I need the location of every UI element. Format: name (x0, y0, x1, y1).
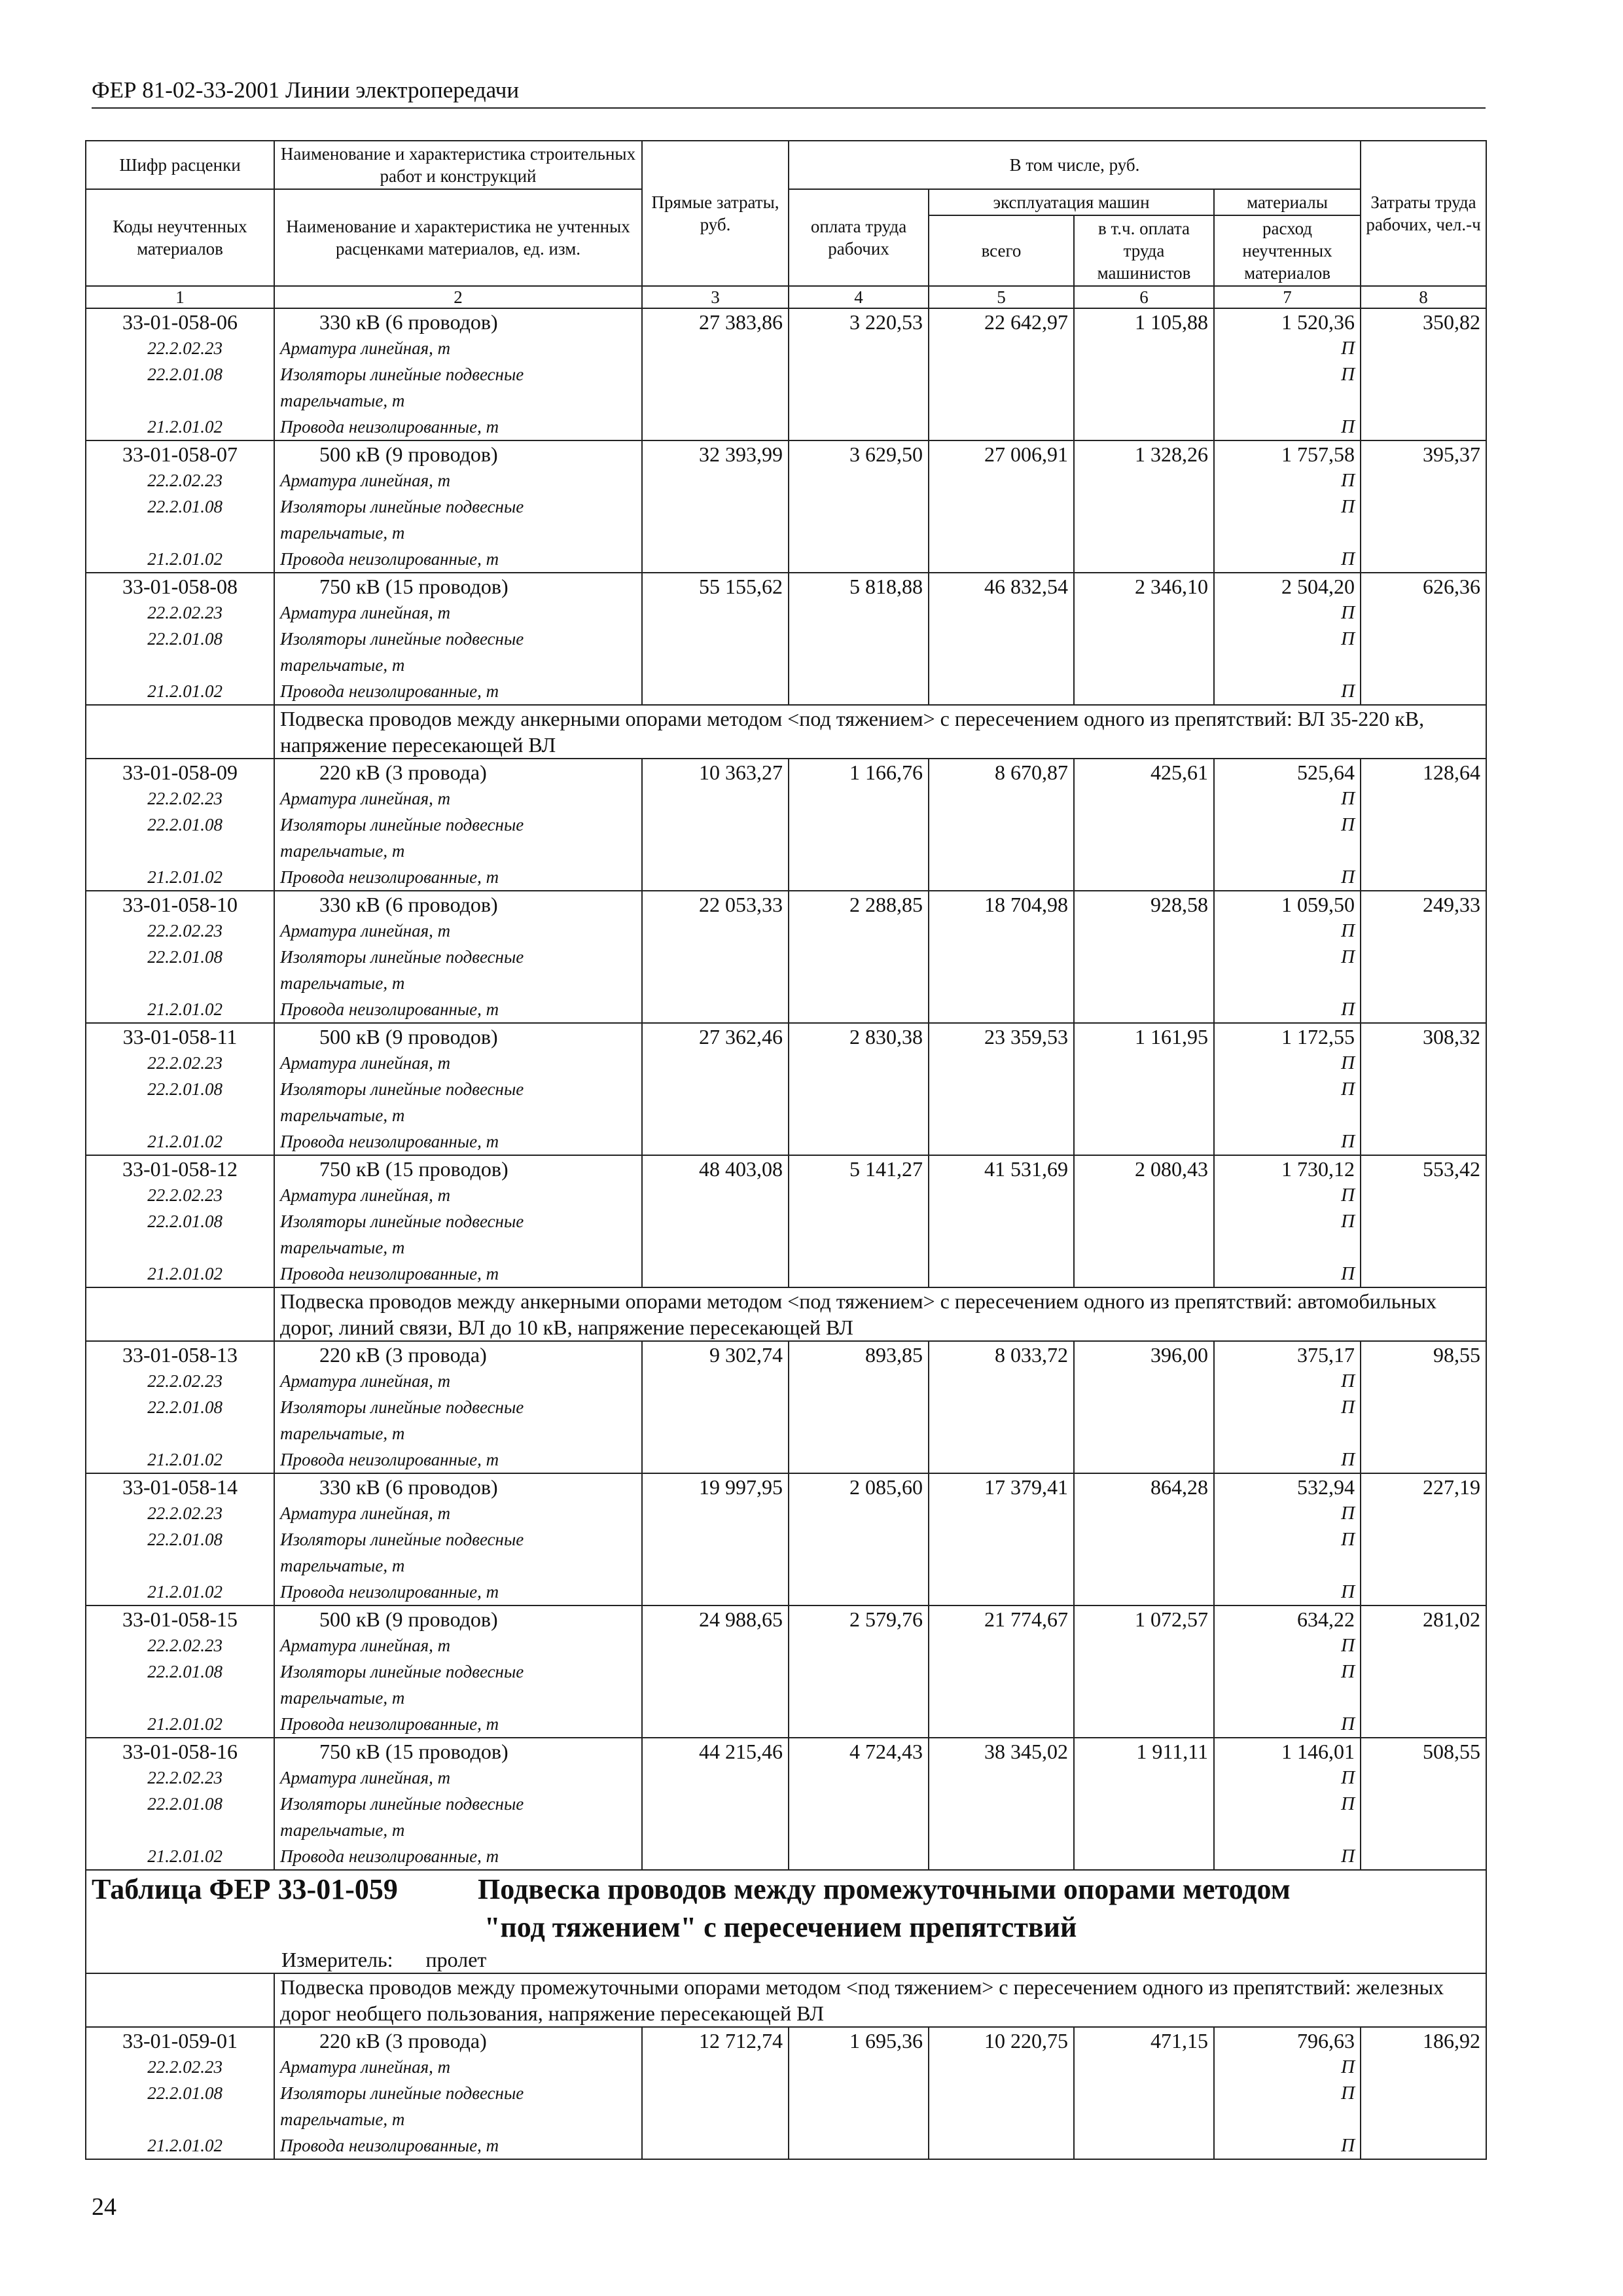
col-materials-sub-header: расход неучтенных материалов (1214, 215, 1361, 286)
material-name: Арматура линейная, т (280, 789, 451, 808)
col-number: 8 (1361, 286, 1486, 308)
material-name: Провода неизолированные, т (280, 1132, 499, 1151)
wages-cost: 4 724,43 (789, 1738, 929, 1870)
col-labor-header: Затраты труда рабочих, чел.-ч (1361, 141, 1486, 286)
rate-row (86, 1605, 1486, 1738)
machines-wages-cost: 2 346,10 (1074, 573, 1214, 705)
material-name: Изоляторы линейные подвесные (280, 1530, 524, 1549)
materials-mark: П (1341, 1211, 1355, 1232)
labor-cost: 186,92 (1361, 2027, 1486, 2159)
material-code: 22.2.01.08 (147, 947, 223, 967)
machines-wages-cost: 425,61 (1074, 759, 1214, 891)
work-title: 750 кВ (15 проводов) (319, 1740, 508, 1763)
material-code: 21.2.01.02 (147, 2136, 223, 2155)
rate-code: 33-01-059-01 (122, 2029, 238, 2053)
work-title: 330 кВ (6 проводов) (319, 893, 498, 916)
col-number: 7 (1214, 286, 1361, 308)
materials-mark: П (1341, 920, 1355, 941)
material-code: 22.2.02.23 (147, 1371, 223, 1391)
material-code: 22.2.02.23 (147, 1185, 223, 1205)
material-name: Провода неизолированные, т (280, 2136, 499, 2155)
material-code: 22.2.01.08 (147, 1211, 223, 1231)
rate-row (86, 891, 1486, 1023)
material-code: 22.2.01.08 (147, 815, 223, 834)
work-title: 750 кВ (15 проводов) (319, 1157, 508, 1181)
rate-row (86, 759, 1486, 891)
material-code: 21.2.01.02 (147, 1264, 223, 1283)
section-row (86, 1973, 1486, 2027)
material-code: 21.2.01.02 (147, 1132, 223, 1151)
material-code: 21.2.01.02 (147, 417, 223, 437)
material-name: Арматура линейная, т (280, 1053, 451, 1073)
materials-cost: 532,94 (1297, 1475, 1355, 1499)
machines-wages-cost: 1 105,88 (1074, 308, 1214, 440)
materials-cost: 525,64 (1297, 761, 1355, 784)
materials-cost: 796,63 (1297, 2029, 1355, 2053)
materials-mark: П (1341, 1529, 1355, 1550)
materials-mark: П (1341, 2135, 1355, 2156)
section-row (86, 705, 1486, 759)
labor-cost: 227,19 (1361, 1473, 1486, 1605)
direct-cost: 22 053,33 (642, 891, 789, 1023)
labor-cost: 281,02 (1361, 1605, 1486, 1738)
materials-mark: П (1341, 1263, 1355, 1284)
material-code: 22.2.01.08 (147, 2083, 223, 2103)
material-code: 21.2.01.02 (147, 1846, 223, 1866)
table-title (92, 1871, 1480, 1946)
material-name: Изоляторы линейные подвесные (280, 1794, 524, 1814)
machines-cost: 17 379,41 (929, 1473, 1074, 1605)
material-code: 22.2.02.23 (147, 1503, 223, 1523)
materials-mark: П (1341, 628, 1355, 649)
direct-cost: 27 362,46 (642, 1023, 789, 1155)
rate-row (86, 1473, 1486, 1605)
material-code: 22.2.02.23 (147, 603, 223, 622)
materials-cost: 2 504,20 (1281, 575, 1355, 598)
material-name: Изоляторы линейные подвесные (280, 497, 524, 516)
meter-line (92, 1946, 1480, 1973)
material-name: Изоляторы линейные подвесные (280, 1397, 524, 1417)
column-numbers-row (86, 286, 1486, 308)
rate-row (86, 1341, 1486, 1473)
meter-label: Измеритель: (281, 1948, 393, 1971)
machines-wages-cost: 928,58 (1074, 891, 1214, 1023)
direct-cost: 24 988,65 (642, 1605, 789, 1738)
material-name: тарельчатые, т (280, 1424, 405, 1443)
material-code: 22.2.01.08 (147, 497, 223, 516)
machines-wages-cost: 396,00 (1074, 1341, 1214, 1473)
materials-mark: П (1341, 1052, 1355, 1073)
materials-mark: П (1341, 470, 1355, 491)
col-name-header: Наименование и характеристика строительных работ и конструкций (274, 141, 642, 189)
materials-cost: 1 520,36 (1281, 310, 1355, 334)
labor-cost: 98,55 (1361, 1341, 1486, 1473)
direct-cost: 9 302,74 (642, 1341, 789, 1473)
col-number: 6 (1074, 286, 1214, 308)
col-code-sub-header: Коды неучтенных материалов (86, 189, 274, 286)
material-code: 22.2.01.08 (147, 1794, 223, 1814)
section-text: Подвеска проводов между анкерными опорами методом <под тяжением> с пересечением одного из препятствий: ВЛ 35-220 кВ, напряжение пересекающей ВЛ (274, 705, 1486, 759)
rate-row (86, 2027, 1486, 2159)
work-title: 220 кВ (3 провода) (319, 761, 487, 784)
material-name: Изоляторы линейные подвесные (280, 365, 524, 384)
machines-cost: 8 670,87 (929, 759, 1074, 891)
direct-cost: 48 403,08 (642, 1155, 789, 1287)
materials-mark: П (1341, 1581, 1355, 1602)
labor-cost: 308,32 (1361, 1023, 1486, 1155)
materials-mark: П (1341, 1079, 1355, 1100)
materials-mark: П (1341, 496, 1355, 517)
machines-wages-cost: 471,15 (1074, 2027, 1214, 2159)
work-title: 500 кВ (9 проводов) (319, 1025, 498, 1049)
material-name: Арматура линейная, т (280, 471, 451, 490)
material-name: Провода неизолированные, т (280, 1450, 499, 1469)
material-name: Провода неизолированные, т (280, 1846, 499, 1866)
rate-code: 33-01-058-16 (122, 1740, 238, 1763)
wages-cost: 893,85 (789, 1341, 929, 1473)
material-code: 22.2.02.23 (147, 2057, 223, 2077)
machines-wages-cost: 2 080,43 (1074, 1155, 1214, 1287)
page-number: 24 (92, 2193, 116, 2221)
materials-cost: 1 172,55 (1281, 1025, 1355, 1049)
material-name: Арматура линейная, т (280, 1768, 451, 1787)
material-name: Арматура линейная, т (280, 1371, 451, 1391)
col-number: 5 (929, 286, 1074, 308)
work-title: 330 кВ (6 проводов) (319, 310, 498, 334)
labor-cost: 249,33 (1361, 891, 1486, 1023)
rate-row (86, 308, 1486, 440)
material-code: 21.2.01.02 (147, 549, 223, 569)
direct-cost: 19 997,95 (642, 1473, 789, 1605)
rate-code: 33-01-058-13 (122, 1343, 238, 1367)
rate-code: 33-01-058-07 (122, 442, 238, 466)
materials-mark: П (1341, 788, 1355, 809)
materials-mark: П (1341, 1449, 1355, 1470)
labor-cost: 508,55 (1361, 1738, 1486, 1870)
materials-cost: 1 059,50 (1281, 893, 1355, 916)
labor-cost: 350,82 (1361, 308, 1486, 440)
labor-cost: 626,36 (1361, 573, 1486, 705)
table-title-row (86, 1870, 1486, 1973)
machines-cost: 27 006,91 (929, 440, 1074, 573)
machines-cost: 46 832,54 (929, 573, 1074, 705)
wages-cost: 5 141,27 (789, 1155, 929, 1287)
machines-wages-cost: 1 328,26 (1074, 440, 1214, 573)
material-name: Арматура линейная, т (280, 338, 451, 358)
material-name: тарельчатые, т (280, 973, 405, 993)
material-code: 22.2.02.23 (147, 1768, 223, 1787)
material-code: 22.2.02.23 (147, 789, 223, 808)
material-code: 21.2.01.02 (147, 1714, 223, 1734)
wages-cost: 1 166,76 (789, 759, 929, 891)
wages-cost: 2 085,60 (789, 1473, 929, 1605)
material-name: тарельчатые, т (280, 1238, 405, 1257)
col-direct-header: Прямые затраты, руб. (642, 141, 789, 286)
materials-mark: П (1341, 1846, 1355, 1867)
material-code: 22.2.01.08 (147, 1079, 223, 1099)
meter-value: пролет (425, 1948, 487, 1971)
work-title: 500 кВ (9 проводов) (319, 1607, 498, 1631)
col-name-sub-header: Наименование и характеристика не учтенных расценками материалов, ед. изм. (274, 189, 642, 286)
materials-mark: П (1341, 681, 1355, 702)
wages-cost: 3 629,50 (789, 440, 929, 573)
materials-mark: П (1341, 1371, 1355, 1391)
machines-cost: 38 345,02 (929, 1738, 1074, 1870)
material-name: Арматура линейная, т (280, 1185, 451, 1205)
material-name: Изоляторы линейные подвесные (280, 815, 524, 834)
col-including-header: В том числе, руб. (789, 141, 1361, 189)
materials-mark: П (1341, 364, 1355, 385)
materials-mark: П (1341, 867, 1355, 888)
rate-code: 33-01-058-11 (122, 1025, 238, 1049)
rate-row (86, 440, 1486, 573)
rate-code: 33-01-058-09 (122, 761, 238, 784)
material-code: 21.2.01.02 (147, 681, 223, 701)
table-title-line-2: "под тяжением" с пересечением препятствий (484, 1911, 1077, 1943)
machines-cost: 23 359,53 (929, 1023, 1074, 1155)
rate-code: 33-01-058-08 (122, 575, 238, 598)
materials-mark: П (1341, 2083, 1355, 2104)
material-name: Арматура линейная, т (280, 2057, 451, 2077)
col-wages-header: оплата труда рабочих (789, 189, 929, 286)
wages-cost: 3 220,53 (789, 308, 929, 440)
material-code: 21.2.01.02 (147, 1582, 223, 1602)
material-code: 22.2.02.23 (147, 1636, 223, 1655)
machines-cost: 22 642,97 (929, 308, 1074, 440)
rate-row (86, 1023, 1486, 1155)
material-code: 22.2.01.08 (147, 629, 223, 649)
material-name: тарельчатые, т (280, 523, 405, 543)
materials-mark: П (1341, 602, 1355, 623)
material-name: Изоляторы линейные подвесные (280, 1211, 524, 1231)
material-name: Изоляторы линейные подвесные (280, 1662, 524, 1681)
direct-cost: 27 383,86 (642, 308, 789, 440)
material-code: 22.2.01.08 (147, 1530, 223, 1549)
col-number: 4 (789, 286, 929, 308)
materials-mark: П (1341, 1713, 1355, 1734)
material-code: 22.2.02.23 (147, 471, 223, 490)
work-title: 220 кВ (3 провода) (319, 2029, 487, 2053)
materials-cost: 1 757,58 (1281, 442, 1355, 466)
material-name: тарельчатые, т (280, 1105, 405, 1125)
labor-cost: 128,64 (1361, 759, 1486, 891)
material-code: 22.2.01.08 (147, 365, 223, 384)
materials-mark: П (1341, 999, 1355, 1020)
material-code: 21.2.01.02 (147, 999, 223, 1019)
rate-code: 33-01-058-10 (122, 893, 238, 916)
material-name: Провода неизолированные, т (280, 999, 499, 1019)
material-code: 22.2.01.08 (147, 1397, 223, 1417)
col-machines-header: эксплуатация машин (929, 189, 1214, 215)
page-header: ФЕР 81-02-33-2001 Линии электропередачи (92, 77, 1486, 109)
material-name: Провода неизолированные, т (280, 867, 499, 887)
materials-cost: 1 146,01 (1281, 1740, 1355, 1763)
materials-mark: П (1341, 1661, 1355, 1682)
material-name: Провода неизолированные, т (280, 1582, 499, 1602)
col-code-header: Шифр расценки (86, 141, 274, 189)
materials-mark: П (1341, 946, 1355, 967)
material-name: Арматура линейная, т (280, 1636, 451, 1655)
col-number: 1 (86, 286, 274, 308)
machines-cost: 41 531,69 (929, 1155, 1074, 1287)
material-name: Изоляторы линейные подвесные (280, 1079, 524, 1099)
materials-mark: П (1341, 338, 1355, 359)
table-label: Таблица ФЕР 33-01-059 (92, 1873, 398, 1905)
materials-mark: П (1341, 1793, 1355, 1814)
materials-mark: П (1341, 416, 1355, 437)
labor-cost: 553,42 (1361, 1155, 1486, 1287)
wages-cost: 2 579,76 (789, 1605, 929, 1738)
machines-wages-cost: 1 161,95 (1074, 1023, 1214, 1155)
rate-code: 33-01-058-15 (122, 1607, 238, 1631)
section-text: Подвеска проводов между промежуточными опорами методом <под тяжением> с пересечением одного из препятствий: железных дорог необщего пользования, напряжение пересекающей ВЛ (274, 1973, 1486, 2027)
materials-mark: П (1341, 1767, 1355, 1788)
col-materials-header: материалы (1214, 189, 1361, 215)
materials-cost: 375,17 (1297, 1343, 1355, 1367)
material-name: Арматура линейная, т (280, 921, 451, 941)
col-number: 3 (642, 286, 789, 308)
col-number: 2 (274, 286, 642, 308)
table-title-line-1: Подвеска проводов между промежуточными опорами методом (478, 1873, 1291, 1905)
material-name: тарельчатые, т (280, 391, 405, 410)
material-name: Провода неизолированные, т (280, 1264, 499, 1283)
material-name: тарельчатые, т (280, 1820, 405, 1840)
material-name: тарельчатые, т (280, 655, 405, 675)
material-name: Изоляторы линейные подвесные (280, 2083, 524, 2103)
material-name: тарельчатые, т (280, 1556, 405, 1575)
direct-cost: 10 363,27 (642, 759, 789, 891)
materials-mark: П (1341, 2056, 1355, 2077)
rate-code: 33-01-058-06 (122, 310, 238, 334)
machines-cost: 18 704,98 (929, 891, 1074, 1023)
work-title: 750 кВ (15 проводов) (319, 575, 508, 598)
material-name: Провода неизолированные, т (280, 549, 499, 569)
machines-cost: 10 220,75 (929, 2027, 1074, 2159)
materials-mark: П (1341, 1503, 1355, 1524)
materials-cost: 1 730,12 (1281, 1157, 1355, 1181)
materials-mark: П (1341, 1131, 1355, 1152)
machines-cost: 8 033,72 (929, 1341, 1074, 1473)
rate-row (86, 1155, 1486, 1287)
materials-mark: П (1341, 548, 1355, 569)
material-code: 21.2.01.02 (147, 867, 223, 887)
rate-code: 33-01-058-14 (122, 1475, 238, 1499)
rates-table (85, 140, 1487, 2160)
material-name: Изоляторы линейные подвесные (280, 947, 524, 967)
col-machines-total-header: всего (929, 215, 1074, 286)
material-name: Провода неизолированные, т (280, 681, 499, 701)
material-name: тарельчатые, т (280, 2109, 405, 2129)
material-code: 22.2.02.23 (147, 1053, 223, 1073)
materials-mark: П (1341, 1397, 1355, 1418)
machines-wages-cost: 1 911,11 (1074, 1738, 1214, 1870)
material-code: 22.2.02.23 (147, 338, 223, 358)
wages-cost: 5 818,88 (789, 573, 929, 705)
col-machines-wages-header: в т.ч. оплата труда машинистов (1074, 215, 1214, 286)
rate-code: 33-01-058-12 (122, 1157, 238, 1181)
wages-cost: 1 695,36 (789, 2027, 929, 2159)
work-title: 500 кВ (9 проводов) (319, 442, 498, 466)
machines-wages-cost: 1 072,57 (1074, 1605, 1214, 1738)
direct-cost: 55 155,62 (642, 573, 789, 705)
material-name: Арматура линейная, т (280, 603, 451, 622)
material-code: 22.2.02.23 (147, 921, 223, 941)
rate-row (86, 573, 1486, 705)
work-title: 330 кВ (6 проводов) (319, 1475, 498, 1499)
machines-cost: 21 774,67 (929, 1605, 1074, 1738)
wages-cost: 2 830,38 (789, 1023, 929, 1155)
materials-cost: 634,22 (1297, 1607, 1355, 1631)
material-name: Провода неизолированные, т (280, 1714, 499, 1734)
direct-cost: 44 215,46 (642, 1738, 789, 1870)
material-name: тарельчатые, т (280, 1688, 405, 1708)
direct-cost: 12 712,74 (642, 2027, 789, 2159)
wages-cost: 2 288,85 (789, 891, 929, 1023)
section-row (86, 1287, 1486, 1341)
material-name: Провода неизолированные, т (280, 417, 499, 437)
material-code: 22.2.01.08 (147, 1662, 223, 1681)
labor-cost: 395,37 (1361, 440, 1486, 573)
material-name: Арматура линейная, т (280, 1503, 451, 1523)
material-code: 21.2.01.02 (147, 1450, 223, 1469)
materials-mark: П (1341, 814, 1355, 835)
materials-mark: П (1341, 1185, 1355, 1206)
materials-mark: П (1341, 1635, 1355, 1656)
rate-row (86, 1738, 1486, 1870)
section-text: Подвеска проводов между анкерными опорами методом <под тяжением> с пересечением одного из препятствий: автомобильных дорог, линий связи, ВЛ до 10 кВ, напряжение пересекающей ВЛ (274, 1287, 1486, 1341)
material-name: Изоляторы линейные подвесные (280, 629, 524, 649)
work-title: 220 кВ (3 провода) (319, 1343, 487, 1367)
material-name: тарельчатые, т (280, 841, 405, 861)
direct-cost: 32 393,99 (642, 440, 789, 573)
machines-wages-cost: 864,28 (1074, 1473, 1214, 1605)
